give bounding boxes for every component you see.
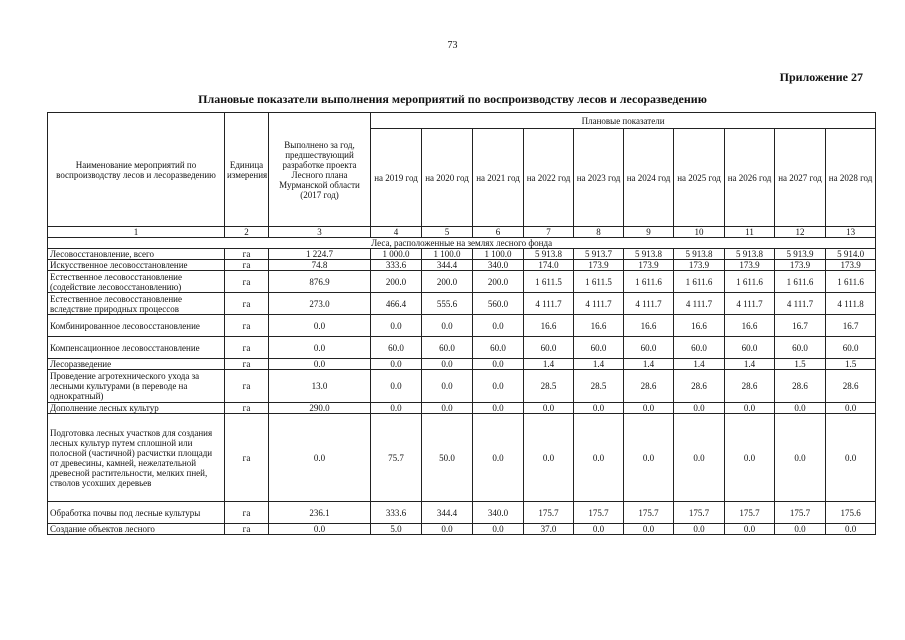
row-value: 175.7	[574, 502, 624, 524]
column-number: 1	[48, 227, 225, 238]
row-value: 75.7	[371, 414, 422, 502]
row-unit: га	[225, 524, 269, 535]
row-value: 4 111.7	[524, 293, 574, 315]
row-value: 0.0	[574, 414, 624, 502]
row-value: 16.6	[524, 315, 574, 337]
header-year: на 2019 год	[371, 129, 422, 227]
row-value: 0.0	[725, 524, 775, 535]
appendix-label: Приложение 27	[779, 70, 863, 84]
row-value: 50.0	[422, 414, 473, 502]
row-value: 1 611.6	[674, 271, 725, 293]
table-row	[48, 403, 876, 414]
row-value: 0.0	[269, 337, 371, 359]
row-value: 173.9	[624, 260, 674, 271]
row-unit: га	[225, 359, 269, 370]
row-unit: га	[225, 370, 269, 403]
row-value: 466.4	[371, 293, 422, 315]
row-value: 60.0	[524, 337, 574, 359]
row-value: 340.0	[473, 502, 524, 524]
header-year: на 2021 год	[473, 129, 524, 227]
row-name: Компенсационное лесовосстановление	[48, 337, 225, 359]
row-value: 0.0	[422, 403, 473, 414]
row-value: 1.4	[624, 359, 674, 370]
row-value: 0.0	[422, 524, 473, 535]
row-value: 28.6	[826, 370, 876, 403]
row-unit: га	[225, 315, 269, 337]
row-value: 1 611.6	[725, 271, 775, 293]
row-unit: га	[225, 260, 269, 271]
row-value: 0.0	[574, 524, 624, 535]
row-value: 28.5	[524, 370, 574, 403]
row-value: 175.7	[674, 502, 725, 524]
row-value: 28.6	[624, 370, 674, 403]
row-value: 0.0	[269, 315, 371, 337]
row-value: 0.0	[775, 414, 826, 502]
column-number: 9	[624, 227, 674, 238]
row-value: 60.0	[826, 337, 876, 359]
column-number: 12	[775, 227, 826, 238]
row-value: 5 913.8	[674, 249, 725, 260]
row-value: 1.4	[725, 359, 775, 370]
table-row	[48, 315, 876, 337]
row-value: 0.0	[725, 403, 775, 414]
row-value: 0.0	[674, 414, 725, 502]
row-unit: га	[225, 502, 269, 524]
row-value: 60.0	[473, 337, 524, 359]
row-value: 0.0	[473, 359, 524, 370]
row-value: 876.9	[269, 271, 371, 293]
row-value: 200.0	[422, 271, 473, 293]
row-value: 0.0	[775, 403, 826, 414]
row-value: 4 111.7	[674, 293, 725, 315]
row-value: 1 611.6	[624, 271, 674, 293]
row-value: 555.6	[422, 293, 473, 315]
row-value: 5 913.8	[524, 249, 574, 260]
row-value: 4 111.8	[826, 293, 876, 315]
row-value: 60.0	[574, 337, 624, 359]
row-value: 1 611.5	[574, 271, 624, 293]
row-name: Комбинированное лесовосстановление	[48, 315, 225, 337]
column-number: 13	[826, 227, 876, 238]
table-row	[48, 502, 876, 524]
row-value: 0.0	[674, 403, 725, 414]
row-value: 5 913.8	[725, 249, 775, 260]
row-value: 175.7	[524, 502, 574, 524]
column-number: 2	[225, 227, 269, 238]
row-unit: га	[225, 403, 269, 414]
row-value: 60.0	[422, 337, 473, 359]
row-value: 16.6	[574, 315, 624, 337]
row-value: 60.0	[674, 337, 725, 359]
row-unit: га	[225, 414, 269, 502]
row-value: 1.4	[674, 359, 725, 370]
row-name: Подготовка лесных участков для создания лесных культур путем сплошной или полосной (частичной) расчистки площади от древесины, камней, нежелательной древесной растительности, мелких пней, стволов усохших деревьев	[48, 414, 225, 502]
row-value: 0.0	[524, 414, 574, 502]
table-header	[48, 113, 876, 227]
row-value: 173.9	[775, 260, 826, 271]
row-value: 60.0	[371, 337, 422, 359]
row-value: 5 913.8	[624, 249, 674, 260]
row-value: 5 913.9	[775, 249, 826, 260]
row-value: 200.0	[473, 271, 524, 293]
row-value: 0.0	[422, 359, 473, 370]
row-name: Естественное лесовосстановление вследствие природных процессов	[48, 293, 225, 315]
row-value: 175.7	[624, 502, 674, 524]
row-unit: га	[225, 271, 269, 293]
row-value: 200.0	[371, 271, 422, 293]
row-value: 344.4	[422, 502, 473, 524]
row-value: 0.0	[371, 315, 422, 337]
row-value: 340.0	[473, 260, 524, 271]
row-value: 1 100.0	[473, 249, 524, 260]
row-value: 1.4	[574, 359, 624, 370]
table-row	[48, 293, 876, 315]
row-value: 0.0	[269, 524, 371, 535]
section-title: Леса, расположенные на землях лесного фонда	[48, 238, 876, 249]
header-year: на 2027 год	[775, 129, 826, 227]
row-value: 173.9	[725, 260, 775, 271]
column-number: 3	[269, 227, 371, 238]
row-value: 5 914.0	[826, 249, 876, 260]
row-value: 0.0	[826, 524, 876, 535]
row-value: 0.0	[473, 414, 524, 502]
column-number: 4	[371, 227, 422, 238]
row-value: 16.6	[624, 315, 674, 337]
row-value: 1 611.5	[524, 271, 574, 293]
column-number: 6	[473, 227, 524, 238]
table-row	[48, 524, 876, 535]
row-value: 28.6	[775, 370, 826, 403]
row-value: 60.0	[725, 337, 775, 359]
row-value: 60.0	[775, 337, 826, 359]
header-year: на 2020 год	[422, 129, 473, 227]
row-value: 560.0	[473, 293, 524, 315]
row-value: 4 111.7	[624, 293, 674, 315]
row-value: 0.0	[473, 315, 524, 337]
row-value: 173.9	[574, 260, 624, 271]
row-value: 0.0	[826, 414, 876, 502]
row-value: 28.5	[574, 370, 624, 403]
row-value: 0.0	[371, 370, 422, 403]
row-value: 0.0	[775, 524, 826, 535]
header-year: на 2028 год	[826, 129, 876, 227]
row-value: 0.0	[624, 414, 674, 502]
table-row	[48, 271, 876, 293]
row-value: 1 100.0	[422, 249, 473, 260]
row-value: 1.4	[524, 359, 574, 370]
page-number: 73	[447, 40, 458, 51]
row-value: 0.0	[473, 403, 524, 414]
row-value: 16.7	[775, 315, 826, 337]
header-year: на 2024 год	[624, 129, 674, 227]
row-value: 5 913.7	[574, 249, 624, 260]
row-value: 74.8	[269, 260, 371, 271]
row-unit: га	[225, 249, 269, 260]
column-number: 10	[674, 227, 725, 238]
table-row	[48, 359, 876, 370]
row-value: 344.4	[422, 260, 473, 271]
row-value: 333.6	[371, 502, 422, 524]
header-name: Наименование мероприятий по воспроизводству лесов и лесоразведению	[48, 113, 225, 227]
row-value: 0.0	[574, 403, 624, 414]
row-value: 0.0	[674, 524, 725, 535]
table-row	[48, 249, 876, 260]
row-value: 0.0	[371, 359, 422, 370]
row-value: 273.0	[269, 293, 371, 315]
plan-table	[47, 112, 876, 535]
row-value: 16.7	[826, 315, 876, 337]
row-value: 0.0	[269, 359, 371, 370]
row-value: 0.0	[422, 315, 473, 337]
row-value: 0.0	[422, 370, 473, 403]
row-value: 173.9	[674, 260, 725, 271]
row-value: 290.0	[269, 403, 371, 414]
row-value: 1 611.6	[826, 271, 876, 293]
row-value: 175.7	[725, 502, 775, 524]
row-value: 0.0	[473, 370, 524, 403]
row-value: 174.0	[524, 260, 574, 271]
row-name: Лесовосстановление, всего	[48, 249, 225, 260]
table-row	[48, 337, 876, 359]
table-row	[48, 414, 876, 502]
row-name: Проведение агротехнического ухода за лесными культурами (в переводе на однократный)	[48, 370, 225, 403]
row-unit: га	[225, 337, 269, 359]
row-value: 0.0	[473, 524, 524, 535]
row-name: Лесоразведение	[48, 359, 225, 370]
row-value: 4 111.7	[574, 293, 624, 315]
row-name: Естественное лесовосстановление (содействие лесовосстановлению)	[48, 271, 225, 293]
row-value: 0.0	[624, 524, 674, 535]
row-value: 0.0	[371, 403, 422, 414]
column-number: 7	[524, 227, 574, 238]
row-value: 175.7	[775, 502, 826, 524]
row-value: 4 111.7	[725, 293, 775, 315]
row-value: 37.0	[524, 524, 574, 535]
row-name: Обработка почвы под лесные культуры	[48, 502, 225, 524]
section-row	[48, 238, 876, 249]
header-year: на 2023 год	[574, 129, 624, 227]
row-value: 4 111.7	[775, 293, 826, 315]
row-value: 1.5	[775, 359, 826, 370]
table-row	[48, 370, 876, 403]
row-value: 236.1	[269, 502, 371, 524]
row-value: 60.0	[624, 337, 674, 359]
row-value: 28.6	[725, 370, 775, 403]
column-number: 5	[422, 227, 473, 238]
header-planned: Плановые показатели	[371, 113, 876, 129]
header-unit: Единица измерения	[225, 113, 269, 227]
table-body	[48, 227, 876, 535]
row-value: 13.0	[269, 370, 371, 403]
row-value: 1 000.0	[371, 249, 422, 260]
row-value: 0.0	[624, 403, 674, 414]
header-year: на 2022 год	[524, 129, 574, 227]
column-number: 11	[725, 227, 775, 238]
header-year: на 2025 год	[674, 129, 725, 227]
row-value: 1 224.7	[269, 249, 371, 260]
row-name: Создание объектов лесного	[48, 524, 225, 535]
row-value: 333.6	[371, 260, 422, 271]
column-number-row	[48, 227, 876, 238]
document-title: Плановые показатели выполнения мероприятий по воспроизводству лесов и лесоразведению	[198, 92, 707, 106]
row-value: 1 611.6	[775, 271, 826, 293]
header-year: на 2026 год	[725, 129, 775, 227]
row-value: 175.6	[826, 502, 876, 524]
header-done: Выполнено за год, предшествующий разработке проекта Лесного плана Мурманской области (2017 год)	[269, 113, 371, 227]
row-name: Искусственное лесовосстановление	[48, 260, 225, 271]
row-value: 0.0	[826, 403, 876, 414]
row-value: 16.6	[674, 315, 725, 337]
row-value: 0.0	[524, 403, 574, 414]
row-value: 0.0	[725, 414, 775, 502]
row-unit: га	[225, 293, 269, 315]
row-value: 28.6	[674, 370, 725, 403]
row-value: 16.6	[725, 315, 775, 337]
row-value: 173.9	[826, 260, 876, 271]
column-number: 8	[574, 227, 624, 238]
row-name: Дополнение лесных культур	[48, 403, 225, 414]
row-value: 5.0	[371, 524, 422, 535]
table-row	[48, 260, 876, 271]
row-value: 0.0	[269, 414, 371, 502]
row-value: 1.5	[826, 359, 876, 370]
